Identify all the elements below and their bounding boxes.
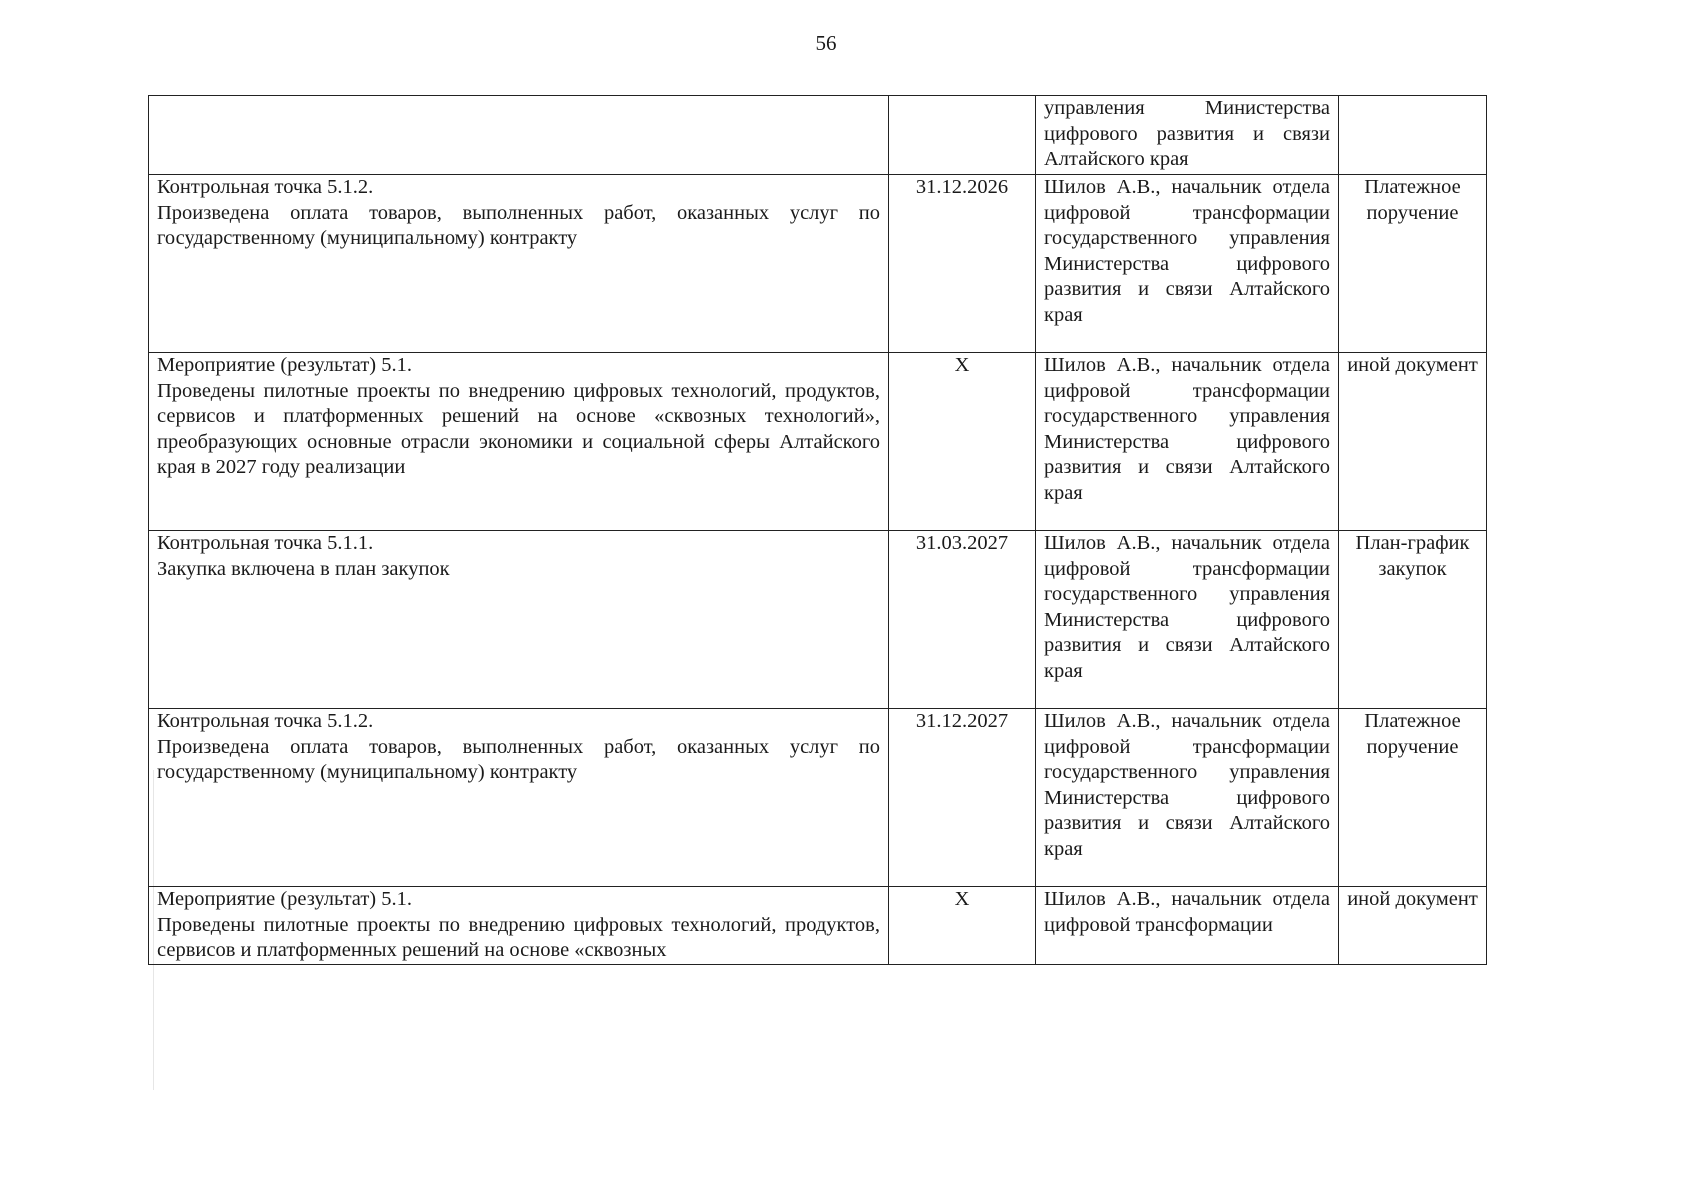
plan-table: [148, 95, 1487, 965]
item-heading: Контрольная точка 5.1.2.: [157, 176, 374, 198]
deadline-cell: 31.12.2026: [889, 175, 1036, 353]
table-row: [149, 353, 1487, 531]
document-cell: Платежное поручение: [1339, 175, 1487, 353]
item-heading: Мероприятие (результат) 5.1.: [157, 888, 413, 910]
deadline-cell: Х: [889, 353, 1036, 531]
item-description: Произведена оплата товаров, выполненных работ, оказанных услуг по государственному (муниципальному) контракту: [157, 201, 880, 249]
item-description: Закупка включена в план закупок: [157, 557, 450, 580]
table-row: [149, 887, 1487, 965]
item-cell: [149, 709, 889, 887]
table-row: [149, 175, 1487, 353]
page-number: 56: [815, 31, 837, 55]
document-cell: Платежное поручение: [1339, 709, 1487, 887]
table-row: [149, 531, 1487, 709]
item-heading: Мероприятие (результат) 5.1.: [157, 354, 413, 376]
deadline-cell: 31.03.2027: [889, 531, 1036, 709]
item-description: Произведена оплата товаров, выполненных работ, оказанных услуг по государственному (муниципальному) контракту: [157, 735, 880, 783]
deadline-cell: Х: [889, 887, 1036, 965]
item-description: Проведены пилотные проекты по внедрению цифровых технологий, продуктов, сервисов и платформенных решений на основе «сквозных технологий», преобразующих основные отрасли экономики и социальной сферы Алтайского края в 2027 году реализации: [157, 379, 880, 478]
item-cell: [149, 175, 889, 353]
deadline-cell: 31.12.2027: [889, 709, 1036, 887]
document-cell: [1339, 96, 1487, 175]
responsible-cell: Шилов А.В., начальник отдела цифровой трансформации государственного управления Министерства цифрового развития и связи Алтайского края: [1036, 531, 1339, 709]
responsible-cell: Шилов А.В., начальник отдела цифровой трансформации государственного управления Министерства цифрового развития и связи Алтайского края: [1036, 709, 1339, 887]
document-cell: иной документ: [1339, 353, 1487, 531]
table-row: [149, 709, 1487, 887]
item-heading: Контрольная точка 5.1.2.: [157, 710, 374, 732]
item-cell: [149, 887, 889, 965]
deadline-cell: [889, 96, 1036, 175]
item-cell: [149, 96, 889, 175]
item-heading: Контрольная точка 5.1.1.: [157, 532, 374, 554]
table-row: [149, 96, 1487, 175]
item-cell: [149, 531, 889, 709]
responsible-cell: Шилов А.В., начальник отдела цифровой трансформации государственного управления Министерства цифрового развития и связи Алтайского края: [1036, 175, 1339, 353]
item-cell: [149, 353, 889, 531]
responsible-cell: Шилов А.В., начальник отдела цифровой трансформации государственного управления Министерства цифрового развития и связи Алтайского края: [1036, 353, 1339, 531]
responsible-cell: Шилов А.В., начальник отдела цифровой трансформации: [1036, 887, 1339, 965]
responsible-cell: управления Министерства цифрового развития и связи Алтайского края: [1036, 96, 1339, 175]
document-cell: иной документ: [1339, 887, 1487, 965]
document-cell: План-график закупок: [1339, 531, 1487, 709]
item-description: Проведены пилотные проекты по внедрению цифровых технологий, продуктов, сервисов и платформенных решений на основе «сквозных: [157, 913, 880, 961]
